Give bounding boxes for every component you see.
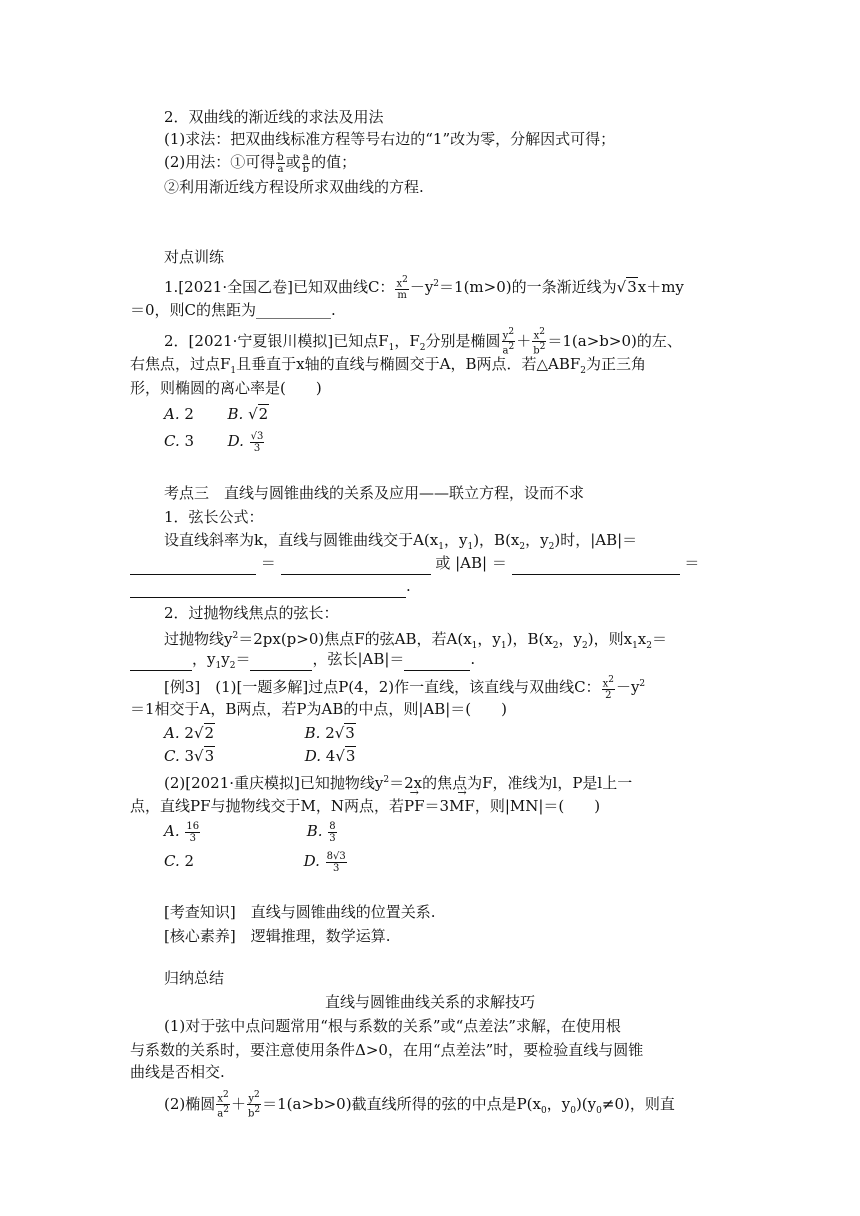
example-3-line2: ＝1相交于A，B两点，若P为AB的中点，则|AB|＝( ) [130,700,508,718]
blank-line: . [130,575,730,598]
subsection: 1．弦长公式： [164,508,264,526]
fraction: $\frac{x^2}{2}$ [602,674,614,702]
example-3-part2-line2: 点，直线PF与抛物线交于M，N两点，若→ PF＝3→ MF，则|MN|＝( ) [130,795,730,817]
options-row: A. 2√2 B. 2√3 [164,724,355,742]
fraction: $\frac{x^2}{m}$ [396,274,408,302]
question-1-line2: ＝0，则C的焦距为__________. [130,301,336,319]
options-row: A. $\frac{16}{3}$ B. $\frac{8}{3}$ [164,820,336,844]
paragraph: 设直线斜率为k，直线与圆锥曲线交于$A(x_1$，$y_1$)，$B(x_2$，$y_2$)时，|AB|＝ [164,531,638,552]
paragraph: (1)求法：把双曲线标准方程等号右边的“1”改为零，分解因式可得； [164,130,616,148]
example-3: [例3] (1)[一题多解]过点P(4，2)作一直线，该直线与双曲线C： $\frac{x^2}{2}$ $-y^2$ [164,674,646,702]
fraction: $\frac{y^2}{b^2}$ [247,1090,261,1120]
options-row: C. 3 D. $\frac{√3}{3}$ [164,430,264,454]
paragraph: 过抛物线$y^2=2px(p>0)$焦点F的弦AB，若$A(x_1$，$y_1$)，$B(x_2$，$y_2$)，则$x_1x_2=$ [164,630,668,651]
fraction: $\frac{x^2}{b^2}$ [533,327,546,357]
knowledge-tag: [考查知识] 直线与圆锥曲线的位置关系. [164,903,436,921]
fraction: $\frac{x^2}{a^2}$ [217,1090,229,1120]
paragraph: 曲线是否相交. [130,1063,225,1081]
fraction: $\frac{y^2}{a^2}$ [502,327,515,357]
options-row: C. 2 D. $\frac{8√3}{3}$ [164,850,346,874]
competency-tag: [核心素养] 逻辑推理，数学运算. [164,927,391,945]
fraction: $\frac{a}{b}$ [302,151,310,175]
blank-line: ，$y_1y_2=$ ，弦长|AB|＝ . [130,648,730,677]
question-2-line3: 形，则椭圆的离心率是( ) [130,379,322,397]
paragraph: (2)用法：①可得 $\frac{b}{a}$ 或 $\frac{a}{b}$ 的值； [164,151,357,175]
options-row: C. 3√3 D. 4√3 [164,747,356,765]
fraction: $\frac{b}{a}$ [277,151,284,175]
section-heading: 归纳总结 [164,969,225,987]
subsection: 2．过抛物线焦点的弦长： [164,604,339,622]
blank-line: ＝ 或 |AB| ＝ ＝ [130,552,730,575]
question-2-line2: 右焦点，过点$F_1$且垂直于x轴的直线与椭圆交于A，B两点．若$\triangle ABF_2$为正三角 [130,355,647,376]
options-row: A. 2 B. √2 [164,405,269,423]
section-title: 2．双曲线的渐近线的求法及用法 [164,108,384,126]
paragraph: (2)椭圆 $\frac{x^2}{a^2}$ ＋ $\frac{y^2}{b^2}$ ＝1(a>b>0)截直线所得的弦的中点是$P(x_0$，$y_0)(y_0\ne 0)$，则直 [164,1090,675,1120]
paragraph: ②利用渐近线方程设所求双曲线的方程. [164,178,424,196]
question-2: 2．[2021·宁夏银川模拟]已知点$F_1$，$F_2$分别是椭圆 $\frac{y^2}{a^2}$ ＋ $\frac{x^2}{b^2}$ ＝1(a>b>0)的左、 [164,327,682,357]
example-3-part2: (2)[2021·重庆模拟]已知抛物线$y^2=2x$的焦点为F，准线为l，P是l上一 [164,774,633,792]
paragraph: 与系数的关系时，要注意使用条件Δ>0，在用“点差法”时，要检验直线与圆锥 [130,1041,644,1059]
paragraph: (1)对于弦中点问题常用“根与系数的关系”或“点差法”求解，在使用根 [164,1017,621,1035]
summary-title: 直线与圆锥曲线关系的求解技巧 [324,993,535,1011]
section-title: 考点三 直线与圆锥曲线的关系及应用——联立方程，设而不求 [164,484,585,502]
question-1: 1.[2021·全国乙卷]已知双曲线C： $\frac{x^2}{m}$ $-y^2=1(m>0)$的一条渐近线为√3x＋my [164,274,684,302]
fraction: $\frac{√3}{3}$ [250,430,264,454]
sqrt: √3 [616,278,637,296]
section-heading: 对点训练 [164,248,225,266]
